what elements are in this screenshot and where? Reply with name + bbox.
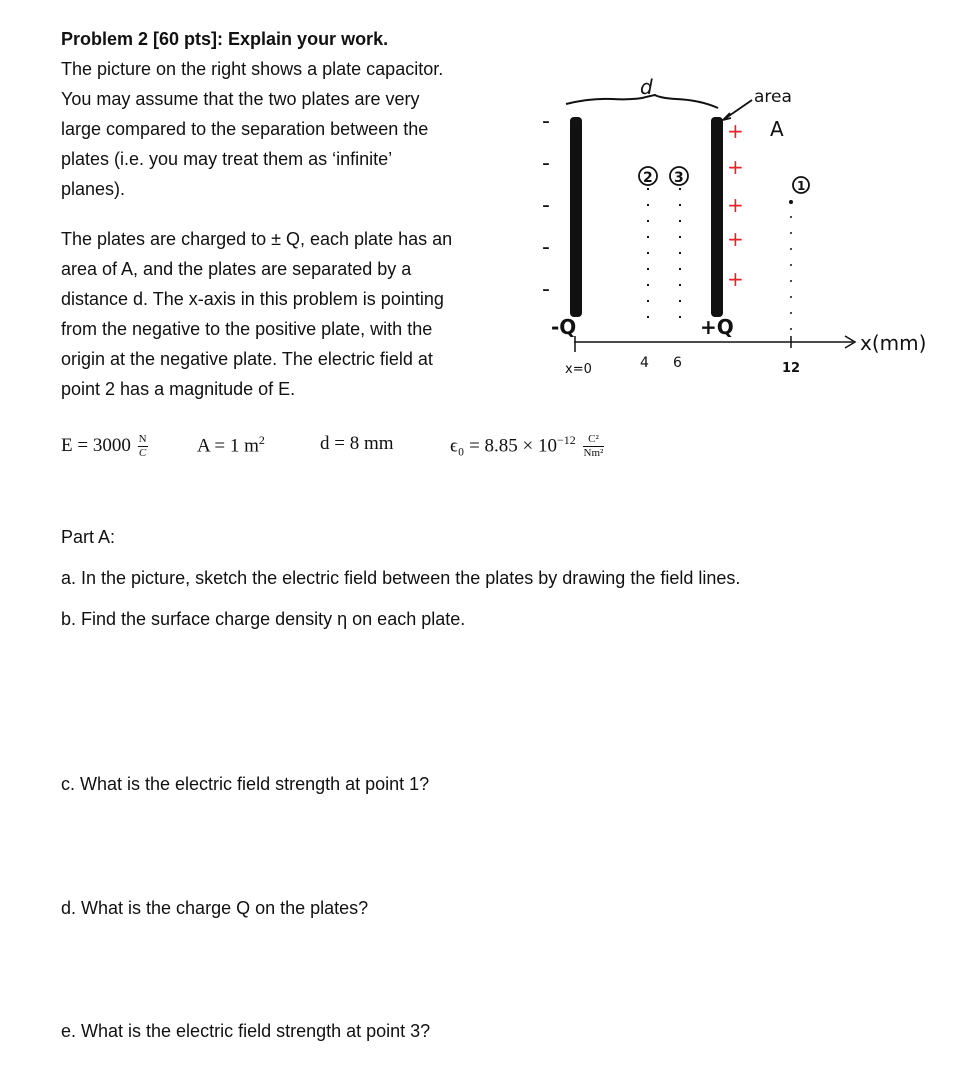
tick-4-label: 4 (640, 355, 649, 371)
point1-label: 1 (797, 179, 806, 193)
point3-label: 3 (674, 170, 684, 186)
minus-sign-1: - (542, 109, 550, 134)
minus-sign-5: - (542, 277, 550, 302)
setup-line-6: point 2 has a magnitude of E. (61, 379, 296, 399)
given-d: d = 8 mm (320, 433, 394, 454)
given-E: E = 3000 $\frac{N}{C}$ (61, 433, 147, 459)
plus-sign-4: + (727, 227, 744, 251)
intro-line-5: planes). (61, 179, 126, 199)
setup-line-2: area of A, and the plates are separated by a (61, 259, 412, 279)
plus-sign-3: + (727, 193, 744, 217)
minus-sign-2: - (542, 151, 550, 176)
question-c: c. What is the electric field strength at point 1? (61, 774, 430, 794)
E-unit: $\frac{N}{C}$ (138, 433, 147, 459)
question-b: b. Find the surface charge density η on each plate. (61, 609, 466, 629)
question-a: a. In the picture, sketch the electric field between the plates by drawing the field lines. (61, 568, 741, 588)
part-a-header: Part A: (61, 527, 116, 547)
area-label: area (754, 87, 792, 107)
tick-0-label: x=0 (565, 362, 592, 377)
minus-sign-4: - (542, 235, 550, 260)
minus-sign-3: - (542, 193, 550, 218)
plus-sign-1: + (727, 119, 744, 143)
point1-dot (789, 200, 793, 204)
plus-sign-5: + (727, 267, 744, 291)
area-pointer (723, 100, 752, 120)
axis-label: x(mm) (860, 331, 927, 355)
negative-charge-label: -Q (551, 315, 577, 339)
problem-title: Problem 2 [60 pts]: Explain your work. (61, 29, 389, 49)
intro-line-3: large compared to the separation between the (61, 119, 429, 139)
given-A: A = 1 $m^2$ (197, 433, 265, 457)
question-e: e. What is the electric field strength at point 3? (61, 1021, 431, 1041)
positive-plate (711, 117, 723, 317)
setup-line-5: origin at the negative plate. The electric field at (61, 349, 433, 369)
tick-12-label: 12 (782, 361, 801, 376)
negative-plate (570, 117, 582, 317)
point2-label: 2 (643, 170, 653, 186)
setup-line-4: from the negative to the positive plate, with the (61, 319, 433, 339)
capacitor-figure (0, 0, 974, 420)
intro-line-1: The picture on the right shows a plate capacitor. (61, 59, 444, 79)
positive-charge-label: +Q (700, 315, 734, 339)
intro-line-4: plates (i.e. you may treat them as ‘infinite’ (61, 149, 393, 169)
tick-6-label: 6 (673, 355, 682, 371)
epsilon-unit: $\frac{\text{C²}}{\text{Nm²}}$ (583, 433, 604, 460)
setup-line-1: The plates are charged to ± Q, each plate has an (61, 229, 453, 249)
question-d: d. What is the charge Q on the plates? (61, 898, 369, 918)
plus-sign-2: + (727, 155, 744, 179)
area-symbol: A (770, 117, 784, 141)
d-label: d (640, 75, 653, 99)
given-epsilon: $\epsilon_0 = 8.85 \times 10^{-12}$ $\frac{\text{C²}}{\text{Nm²}}$ (450, 433, 604, 460)
setup-line-3: distance d. The x-axis in this problem is pointing (61, 289, 444, 309)
intro-line-2: You may assume that the two plates are very (61, 89, 420, 109)
